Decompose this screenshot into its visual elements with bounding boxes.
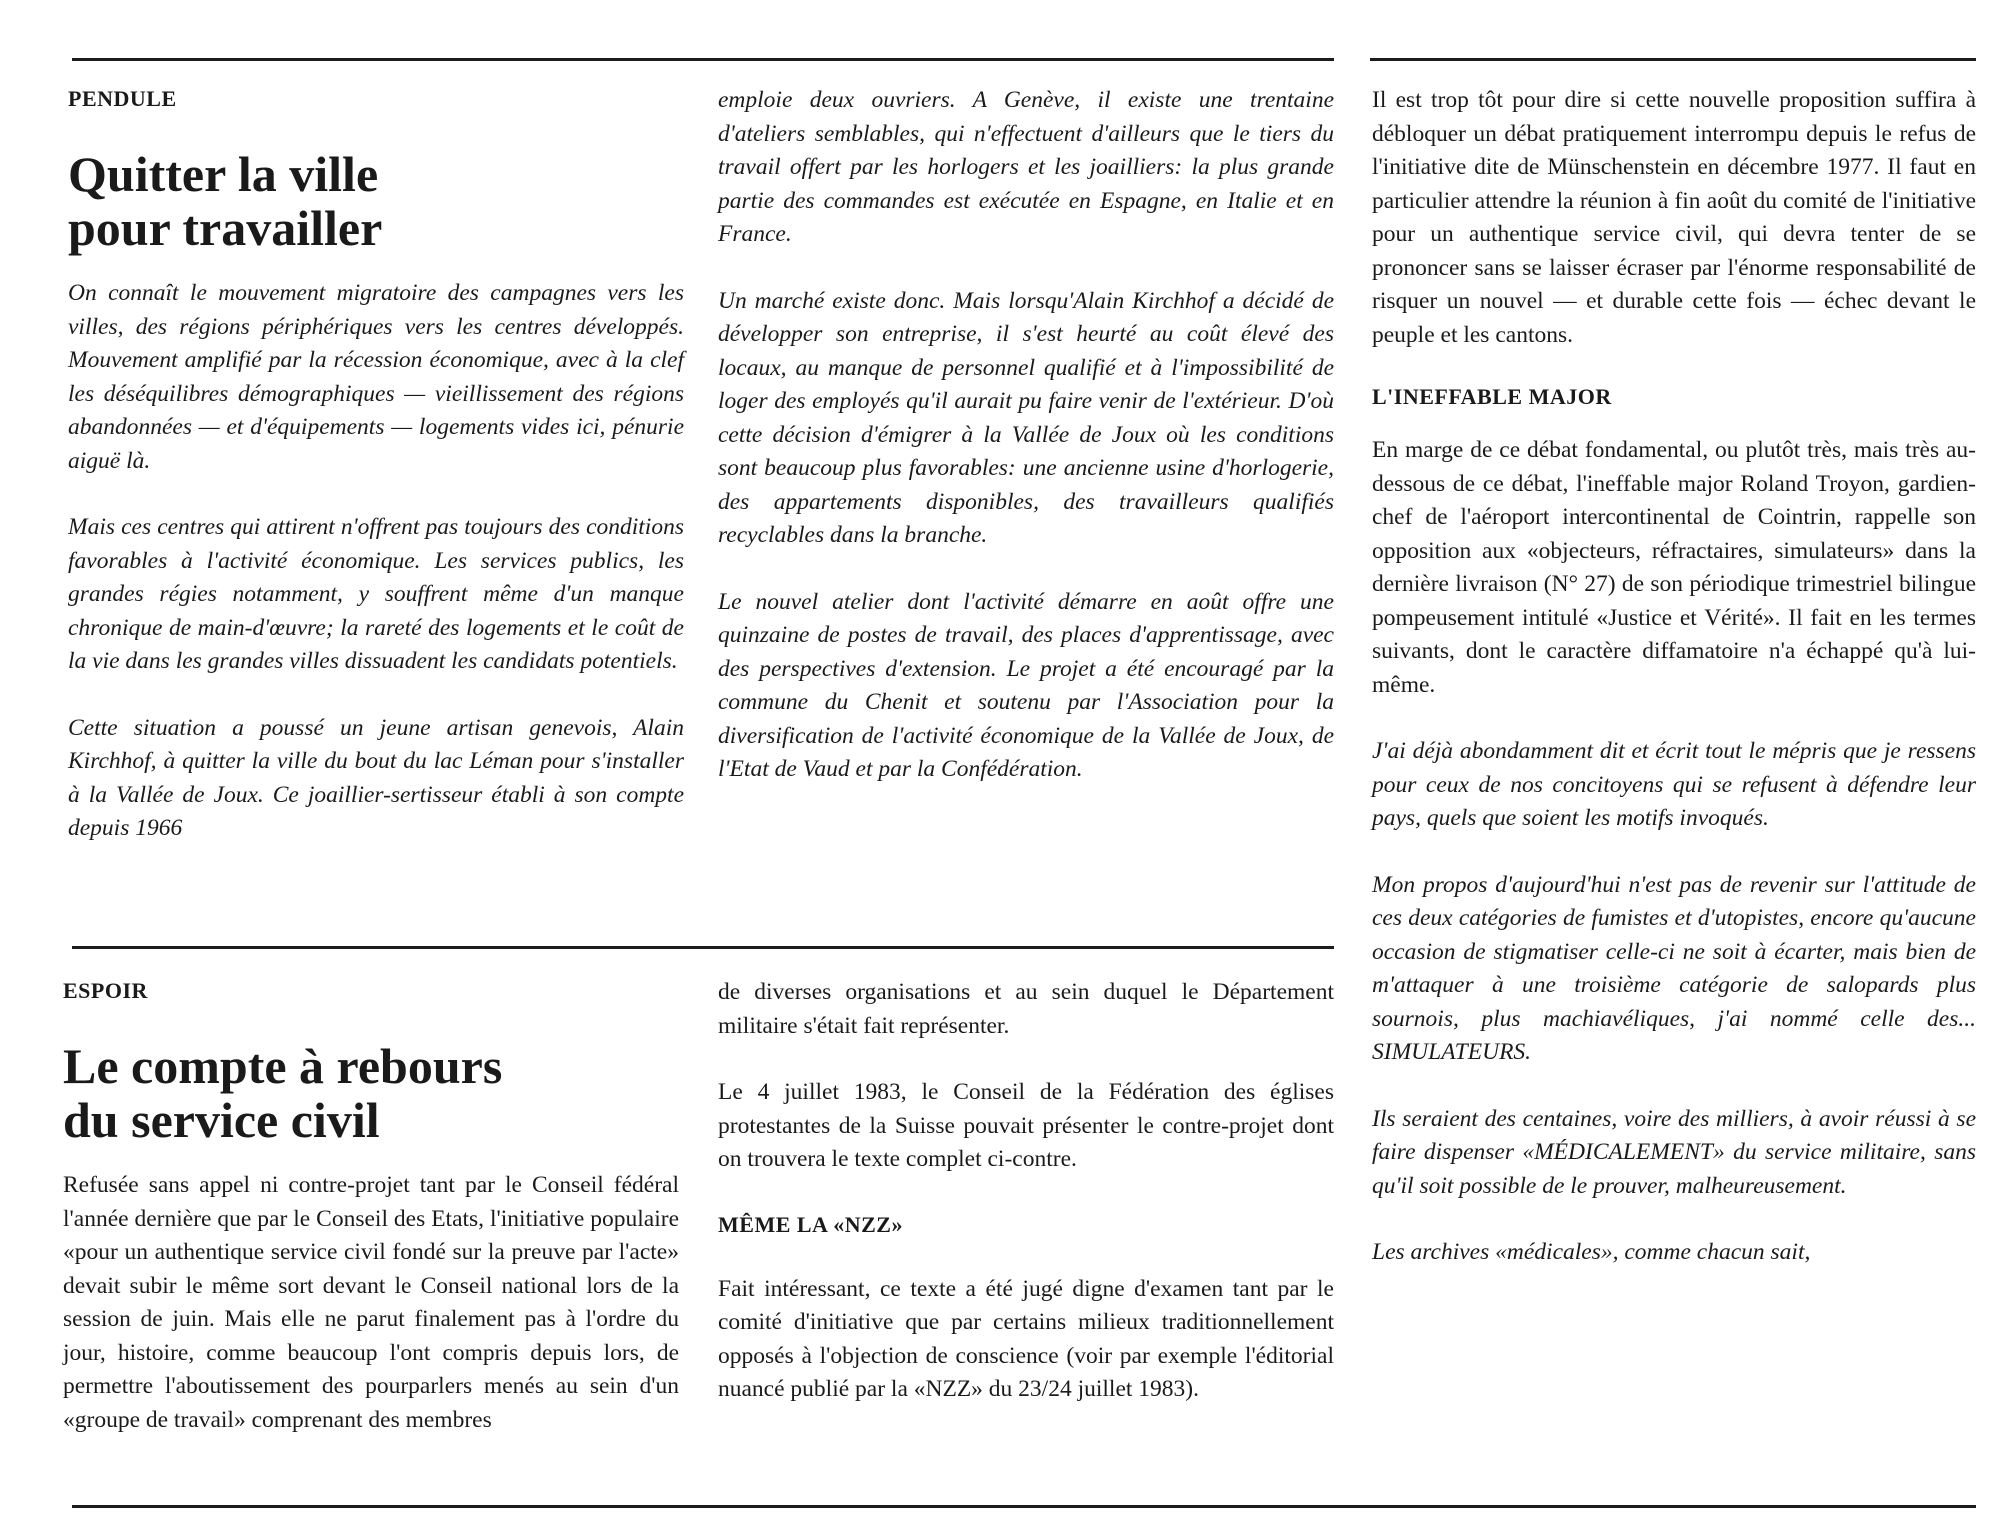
article2-title-line1: Le compte à rebours [63,1038,503,1094]
article2-title-line2: du service civil [63,1092,380,1148]
article1-column-1 [68,84,684,879]
article1-paragraph: Un marché existe donc. Mais lorsqu'Alain Kirchhof a décidé de développer son entreprise, il s'est heurté au coût élevé des locaux, au manque de personnel qualifié et à l'impossibilité de loger des employés qu'il aurait pu faire venir de l'extérieur. D'où cette décision d'émigrer à la Vallée de Joux où les conditions sont beaucoup plus favorables: une ancienne usine d'horlogerie, des appartements disponibles, des travailleurs qualifiés recyclables dans la branche. [718,287,1334,548]
article2-kicker: ESPOIR [63,978,148,1003]
article1-paragraph: On connaît le mouvement migratoire des campagnes vers les villes, des régions périphériques vers les centres développés. Mouvement amplifié par la récession économique, avec à la clef les déséquilibres démographiques — vieillissement des régions abandonnées — et d'équipements — logements vides ici, pénurie aiguë là. [68,280,684,474]
article2-title [63,1039,679,1147]
article1-title [68,147,684,255]
article2-paragraph: Refusée sans appel ni contre-projet tant par le Conseil fédéral l'année dernière que par le Conseil des Etats, l'initiative populaire «pour un authentique service civil fondé sur la preuve par l'acte» devait subir le même sort devant le Conseil national lors de la session de juin. Mais elle ne parut finalement pas à l'ordre du jour, histoire, comme beaucoup l'ont compris depuis lors, de permettre l'aboutissement des pourparlers menés au sein d'un «groupe de travail» comprenant des membres [63,1172,679,1433]
article1-paragraph: emploie deux ouvriers. A Genève, il existe une trentaine d'ateliers semblables, qui n'effectuent d'ailleurs que le tiers du travail offert par les horlogers et les joailliers: la plus grande partie des commandes est exécutée en Espagne, en Italie et en France. [718,87,1334,247]
bottom-rule [72,1505,1976,1508]
top-rule-right [1370,58,1976,61]
top-rule-left [72,58,1334,61]
article1-paragraph: Cette situation a poussé un jeune artisan genevois, Alain Kirchhof, à quitter la ville du bout du lac Léman pour s'installer à la Vallée de Joux. Ce joaillier-sertisseur établi à son compte depuis 1966 [68,714,684,841]
article2-paragraph: En marge de ce débat fondamental, ou plutôt très, mais très au-dessous de ce débat, l'ineffable major Roland Troyon, gardien-chef de l'aéroport intercontinental de Cointrin, rappelle son opposition aux «objecteurs, réfractaires, simulateurs» dans la dernière livraison (N° 27) de son périodique trimestriel bilingue pompeusement intitulé «Justice et Vérité». Il fait en les termes suivants, dont le caractère diffamatoire n'a échappé qu'à lui-même. [1372,437,1976,698]
article2-subhead-nzz: MÊME LA «NZZ» [718,1211,903,1237]
article2-quote-paragraph: Les archives «médicales», comme chacun sait, [1372,1239,1811,1265]
article1-paragraph: Le nouvel atelier dont l'activité démarre en août offre une quinzaine de postes de travail, des places d'apprentissage, avec des perspectives d'extension. Le projet a été encouragé par la commune du Chenit et soutenu par l'Association pour la diversification de l'activité économique de la Vallée de Joux, de l'Etat de Vaud et par la Confédération. [718,588,1334,782]
article1-column-2 [718,84,1334,820]
article2-paragraph: Fait intéressant, ce texte a été jugé digne d'examen tant par le comité d'initiative que par certains milieux traditionnellement opposés à l'objection de conscience (voir par exemple l'éditorial nuancé publié par la «NZZ» du 23/24 juillet 1983). [718,1275,1334,1402]
article2-paragraph: Le 4 juillet 1983, le Conseil de la Fédération des églises protestantes de la Suisse pouvait présenter le contre-projet dont on trouvera le texte complet ci-contre. [718,1079,1334,1172]
article2-column-1 [63,976,679,1470]
article2-quote-paragraph: Ils seraient des centaines, voire des milliers, à avoir réussi à se faire dispenser «MÉDICALEMENT» du service militaire, sans qu'il soit possible de le prouver, malheureusement. [1372,1105,1976,1199]
article2-column-3 [1372,84,1976,1303]
mid-rule [72,946,1334,949]
article1-kicker: PENDULE [68,86,177,111]
article1-title-line1: Quitter la ville [68,146,379,202]
article2-paragraph: de diverses organisations et au sein duquel le Département militaire s'était fait représenter. [718,979,1334,1039]
article1-title-line2: pour travailler [68,200,383,256]
article2-subhead-major: L'INEFFABLE MAJOR [1372,384,1612,409]
article2-quote-paragraph: Mon propos d'aujourd'hui n'est pas de revenir sur l'attitude de ces deux catégories de fumistes et d'utopistes, encore qu'aucune occasion de stigmatiser celle-ci ne soit à écarter, mais bien de m'attaquer à une troisième catégorie de salopards plus sournois, plus machiavéliques, j'ai nommé celle des... SIMULATEURS. [1372,871,1976,1065]
article2-column-2 [718,976,1334,1440]
article2-quote-paragraph: J'ai déjà abondamment dit et écrit tout le mépris que je ressens pour ceux de nos concitoyens qui se refusent à défendre leur pays, quels que soient les motifs invoqués. [1372,738,1976,831]
article1-paragraph: Mais ces centres qui attirent n'offrent pas toujours des conditions favorables à l'activité économique. Les services publics, les grandes régies notamment, y souffrent même d'un manque chronique de main-d'œuvre; la rareté des logements et le coût de la vie dans les grandes villes dissuadent les candidats potentiels. [68,514,684,674]
article2-paragraph: Il est trop tôt pour dire si cette nouvelle proposition suffira à débloquer un débat pratiquement interrompu depuis le refus de l'initiative dite de Münschenstein en décembre 1977. Il faut en particulier attendre la réunion à fin août du comité de l'initiative pour un authentique service civil, qui devra tenter de se prononcer sans se laisser écraser par l'énorme responsabilité de risquer un nouvel — et durable cette fois — échec devant le peuple et les cantons. [1372,87,1976,348]
